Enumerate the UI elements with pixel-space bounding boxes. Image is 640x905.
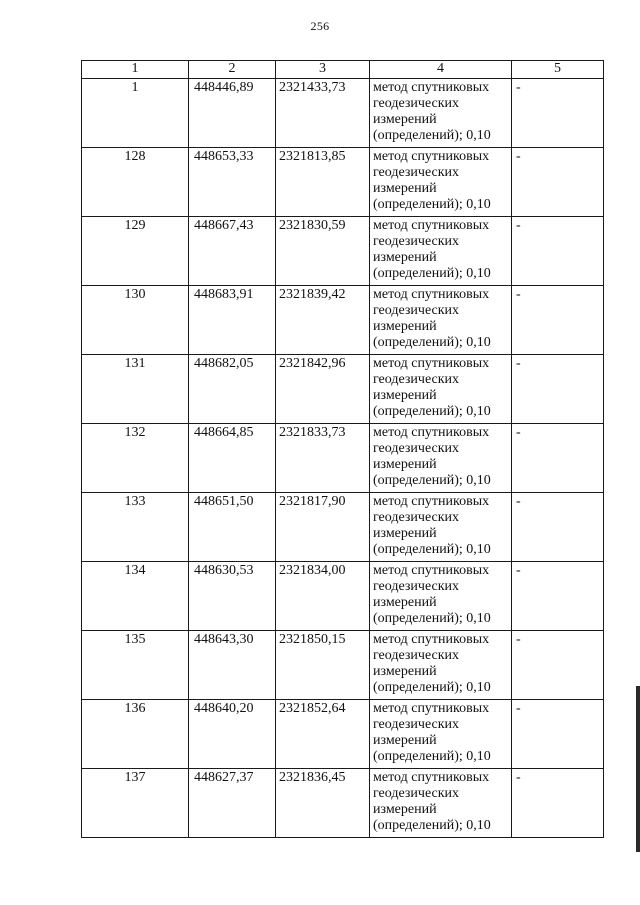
- column-header-2: 2: [189, 61, 276, 79]
- x-coordinate-cell: 448667,43: [189, 217, 276, 286]
- method-cell: [370, 148, 512, 217]
- x-coordinate-cell: 448446,89: [189, 79, 276, 148]
- method-line: (определений); 0,10: [373, 335, 491, 350]
- point-number-cell: 131: [82, 355, 189, 424]
- page-number: 256: [310, 19, 330, 33]
- point-number-cell: 135: [82, 631, 189, 700]
- method-line: (определений); 0,10: [373, 542, 491, 557]
- method-line: измерений: [373, 181, 437, 196]
- method-line: метод спутниковых: [373, 149, 490, 164]
- method-line: геодезических: [373, 372, 460, 387]
- column-header-4: 4: [370, 61, 512, 79]
- x-coordinate-cell: 448683,91: [189, 286, 276, 355]
- method-line: геодезических: [373, 303, 460, 318]
- method-line: метод спутниковых: [373, 218, 490, 233]
- point-number-cell: 129: [82, 217, 189, 286]
- point-number-cell: 136: [82, 700, 189, 769]
- y-coordinate-cell: 2321833,73: [276, 424, 370, 493]
- method-line: (определений); 0,10: [373, 749, 491, 764]
- method-line: (определений); 0,10: [373, 611, 491, 626]
- method-line: метод спутниковых: [373, 770, 490, 785]
- table-row: [82, 79, 604, 148]
- y-coordinate-cell: 2321839,42: [276, 286, 370, 355]
- method-line: геодезических: [373, 441, 460, 456]
- note-cell: -: [512, 217, 604, 286]
- method-line: измерений: [373, 802, 437, 817]
- method-line: геодезических: [373, 96, 460, 111]
- method-line: геодезических: [373, 165, 460, 180]
- method-cell: [370, 424, 512, 493]
- y-coordinate-cell: 2321433,73: [276, 79, 370, 148]
- method-line: метод спутниковых: [373, 425, 490, 440]
- method-cell: [370, 769, 512, 838]
- y-coordinate-cell: 2321850,15: [276, 631, 370, 700]
- method-line: (определений); 0,10: [373, 266, 491, 281]
- method-cell: [370, 286, 512, 355]
- method-line: метод спутниковых: [373, 563, 490, 578]
- method-line: геодезических: [373, 786, 460, 801]
- note-cell: -: [512, 148, 604, 217]
- y-coordinate-cell: 2321842,96: [276, 355, 370, 424]
- note-cell: -: [512, 769, 604, 838]
- method-line: измерений: [373, 319, 437, 334]
- y-coordinate-cell: 2321836,45: [276, 769, 370, 838]
- y-coordinate-cell: 2321834,00: [276, 562, 370, 631]
- method-cell: [370, 217, 512, 286]
- method-line: (определений); 0,10: [373, 818, 491, 833]
- point-number-cell: 137: [82, 769, 189, 838]
- y-coordinate-cell: 2321817,90: [276, 493, 370, 562]
- point-number-cell: 1: [82, 79, 189, 148]
- method-line: измерений: [373, 526, 437, 541]
- method-line: измерений: [373, 733, 437, 748]
- method-line: измерений: [373, 664, 437, 679]
- table-row: [82, 355, 604, 424]
- y-coordinate-cell: 2321813,85: [276, 148, 370, 217]
- table-row: [82, 424, 604, 493]
- method-line: метод спутниковых: [373, 356, 490, 371]
- point-number-cell: 130: [82, 286, 189, 355]
- method-cell: [370, 631, 512, 700]
- table-row: [82, 769, 604, 838]
- note-cell: -: [512, 700, 604, 769]
- note-cell: -: [512, 355, 604, 424]
- point-number-cell: 132: [82, 424, 189, 493]
- x-coordinate-cell: 448643,30: [189, 631, 276, 700]
- table-row: [82, 493, 604, 562]
- table-row: [82, 700, 604, 769]
- note-cell: -: [512, 424, 604, 493]
- method-cell: [370, 355, 512, 424]
- method-line: геодезических: [373, 579, 460, 594]
- method-line: геодезических: [373, 648, 460, 663]
- method-line: метод спутниковых: [373, 632, 490, 647]
- method-line: геодезических: [373, 234, 460, 249]
- method-line: (определений); 0,10: [373, 128, 491, 143]
- method-cell: [370, 79, 512, 148]
- table-row: [82, 148, 604, 217]
- method-cell: [370, 700, 512, 769]
- note-cell: -: [512, 493, 604, 562]
- table-row: [82, 631, 604, 700]
- y-coordinate-cell: 2321830,59: [276, 217, 370, 286]
- method-line: (определений); 0,10: [373, 197, 491, 212]
- method-line: измерений: [373, 250, 437, 265]
- note-cell: -: [512, 562, 604, 631]
- y-coordinate-cell: 2321852,64: [276, 700, 370, 769]
- x-coordinate-cell: 448640,20: [189, 700, 276, 769]
- method-line: измерений: [373, 595, 437, 610]
- method-line: (определений); 0,10: [373, 473, 491, 488]
- method-line: измерений: [373, 112, 437, 127]
- table-row: [82, 562, 604, 631]
- column-header-1: 1: [82, 61, 189, 79]
- method-line: (определений); 0,10: [373, 680, 491, 695]
- x-coordinate-cell: 448651,50: [189, 493, 276, 562]
- method-cell: [370, 562, 512, 631]
- method-line: измерений: [373, 388, 437, 403]
- method-line: метод спутниковых: [373, 701, 490, 716]
- note-cell: -: [512, 79, 604, 148]
- x-coordinate-cell: 448653,33: [189, 148, 276, 217]
- method-line: метод спутниковых: [373, 80, 490, 95]
- point-number-cell: 134: [82, 562, 189, 631]
- method-line: метод спутниковых: [373, 287, 490, 302]
- table-row: [82, 286, 604, 355]
- method-line: измерений: [373, 457, 437, 472]
- point-number-cell: 128: [82, 148, 189, 217]
- method-cell: [370, 493, 512, 562]
- column-header-3: 3: [276, 61, 370, 79]
- coordinates-table: [81, 60, 604, 838]
- method-line: метод спутниковых: [373, 494, 490, 509]
- method-line: геодезических: [373, 717, 460, 732]
- x-coordinate-cell: 448627,37: [189, 769, 276, 838]
- table-row: [82, 217, 604, 286]
- column-header-5: 5: [512, 61, 604, 79]
- table-header-row: [82, 61, 604, 79]
- table-body: [82, 79, 604, 838]
- point-number-cell: 133: [82, 493, 189, 562]
- method-line: геодезических: [373, 510, 460, 525]
- note-cell: -: [512, 631, 604, 700]
- x-coordinate-cell: 448664,85: [189, 424, 276, 493]
- scan-edge-mark: [636, 686, 640, 852]
- x-coordinate-cell: 448630,53: [189, 562, 276, 631]
- x-coordinate-cell: 448682,05: [189, 355, 276, 424]
- method-line: (определений); 0,10: [373, 404, 491, 419]
- note-cell: -: [512, 286, 604, 355]
